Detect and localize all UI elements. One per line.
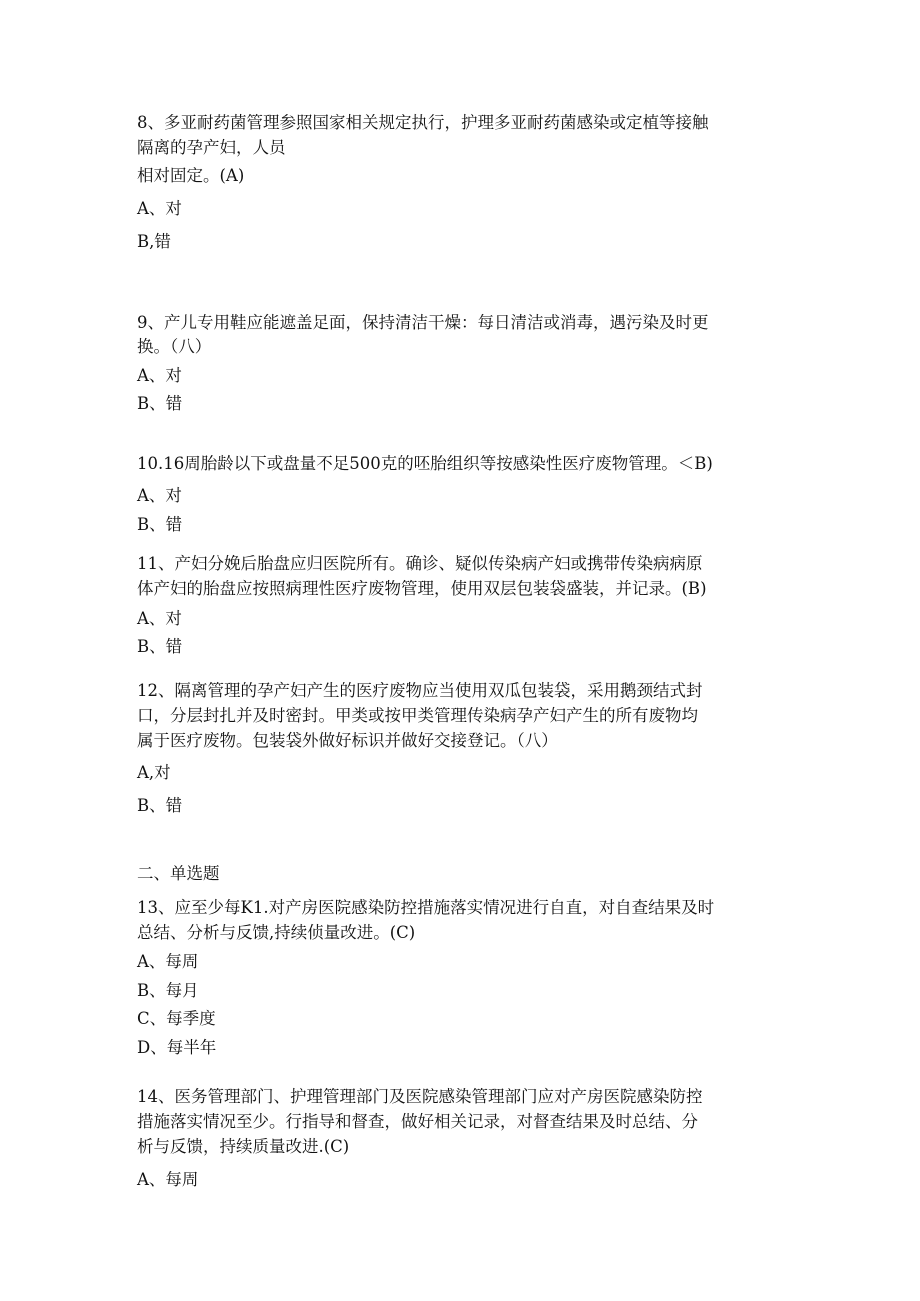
section-title: 二、单选题	[137, 864, 220, 883]
question-9-line-1: 9、产儿专用鞋应能遮盖足面，保持清洁干燥：每日清洁或消毒，遇污染及时更	[137, 313, 709, 332]
question-12-option-a: A,对	[137, 763, 171, 782]
question-9-option-a: A、对	[137, 366, 182, 385]
question-8-option-b: B,错	[137, 232, 171, 251]
question-8-line-2: 隔离的孕产妇，人员	[137, 138, 286, 157]
question-13-line-2: 总结、分析与反馈,持续侦量改进。(C)	[137, 923, 416, 942]
question-9-option-b: B、错	[137, 394, 183, 413]
question-11-line-2: 体产妇的胎盘应按照病理性医疗废物管理，使用双层包装袋盛装，并记录。(B)	[137, 579, 707, 598]
question-14-option-a: A、每周	[137, 1170, 199, 1189]
question-14-line-3: 析与反馈，持续质量改进.(C)	[137, 1137, 350, 1156]
question-11-option-a: A、对	[137, 609, 182, 628]
question-11-line-1: 11、产妇分娩后胎盘应归医院所有。确诊、疑似传染病产妇或携带传染病病原	[137, 554, 703, 573]
question-8-option-a: A、对	[137, 199, 182, 218]
question-14-line-1: 14、医务管理部门、护理管理部门及医院感染管理部门应对产房医院感染防控	[137, 1087, 703, 1106]
question-13-option-a: A、每周	[137, 952, 199, 971]
question-8-line-1: 8、多亚耐药菌管理参照国家相关规定执行，护理多亚耐药菌感染或定植等接触	[137, 113, 709, 132]
question-13-option-d: D、每半年	[137, 1038, 217, 1057]
question-12-line-3: 属于医疗废物。包装袋外做好标识并做好交接登记。（八）	[137, 731, 558, 750]
question-13-line-1: 13、应至少每K1.对产房医院感染防控措施落实情况进行自直，对自查结果及时	[137, 898, 715, 917]
question-9-line-2: 换。（八）	[137, 337, 212, 356]
question-10-line-1: 10.16周胎龄以下或盘量不足500克的呸胎组织等按感染性医疗废物管理。＜B)	[137, 454, 713, 473]
question-11-option-b: B、错	[137, 637, 183, 656]
question-8-line-3: 相对固定。(A)	[137, 166, 245, 185]
question-13-option-c: C、每季度	[137, 1009, 216, 1028]
question-12-option-b: B、错	[137, 796, 183, 815]
question-12-line-1: 12、隔离管理的孕产妇产生的医疗废物应当使用双瓜包装袋，采用鹅颈结式封	[137, 681, 703, 700]
question-10-option-a: A、对	[137, 486, 182, 505]
question-14-line-2: 措施落实情况至少。行指导和督查，做好相关记录，对督查结果及时总结、分	[137, 1112, 698, 1131]
question-10-option-b: B、错	[137, 515, 183, 534]
question-13-option-b: B、每月	[137, 981, 199, 1000]
question-12-line-2: 口，分层封扎并及时密封。甲类或按甲类管理传染病孕产妇产生的所有废物均	[137, 706, 698, 725]
